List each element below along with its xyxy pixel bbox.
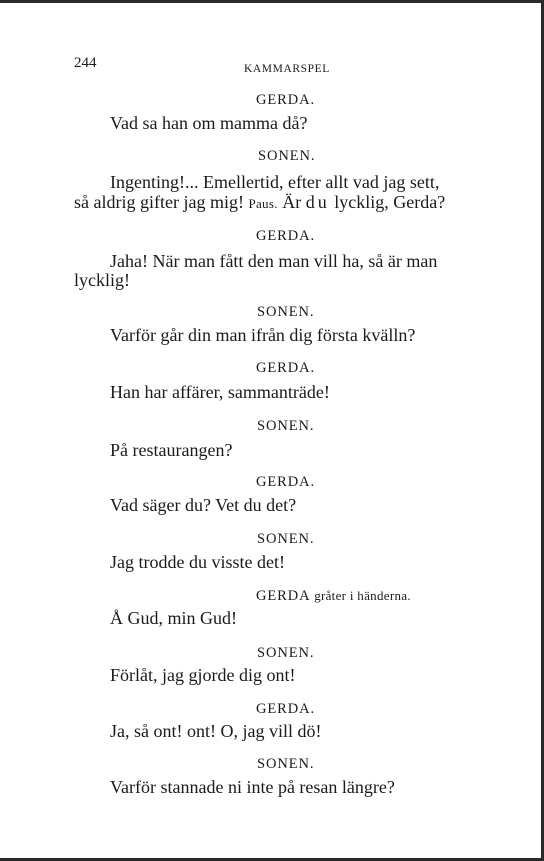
dialogue-text: Är	[282, 192, 302, 212]
stage-direction: Paus.	[248, 196, 278, 211]
speaker-name: GERDA.	[256, 92, 315, 108]
speaker-name: SONEN.	[257, 756, 315, 772]
dialogue-line: På restaurangen?	[110, 440, 233, 460]
dialogue-line: Å Gud, min Gud!	[110, 608, 237, 628]
dialogue-line: Ja, så ont! ont! O, jag vill dö!	[110, 721, 322, 741]
dialogue-line: Jaha! När man fått den man vill ha, så är man	[110, 251, 438, 271]
dialogue-line: Vad säger du? Vet du det?	[110, 495, 297, 515]
dialogue-line: Varför går din man ifrån dig första kvälln?	[110, 325, 416, 345]
stage-direction: gråter i händerna.	[314, 588, 411, 603]
speaker-name: GERDA.	[256, 701, 315, 717]
speaker-label: GERDA	[256, 588, 310, 604]
dialogue-line: Jag trodde du visste det!	[110, 552, 285, 572]
speaker-name: SONEN.	[257, 645, 315, 661]
dialogue-text: så aldrig gifter jag mig!	[74, 192, 244, 212]
dialogue-line: Förlåt, jag gjorde dig ont!	[110, 665, 296, 685]
dialogue-text: lycklig, Gerda?	[334, 192, 446, 212]
speaker-name: SONEN.	[258, 148, 316, 164]
speaker-name: SONEN.	[257, 304, 315, 320]
page-number: 244	[74, 55, 97, 71]
running-head: KAMMARSPEL	[244, 63, 330, 75]
speaker-name: GERDA.	[256, 360, 315, 376]
speaker-name: GERDA.	[256, 474, 315, 490]
speaker-name: SONEN.	[257, 531, 315, 547]
speaker-name: SONEN.	[257, 418, 315, 434]
dialogue-line	[74, 192, 445, 213]
dialogue-line: Vad sa han om mamma då?	[110, 113, 308, 133]
emphasis-text: du	[305, 192, 330, 212]
speaker-name: GERDA.	[256, 228, 315, 244]
speaker-name	[256, 588, 411, 605]
page-edge-top	[0, 0, 544, 3]
dialogue-line: Ingenting!... Emellertid, efter allt vad jag sett,	[110, 172, 440, 192]
dialogue-line: Han har affärer, sammanträde!	[110, 382, 330, 402]
dialogue-line: Varför stannade ni inte på resan längre?	[110, 777, 395, 797]
dialogue-line: lycklig!	[74, 270, 130, 290]
